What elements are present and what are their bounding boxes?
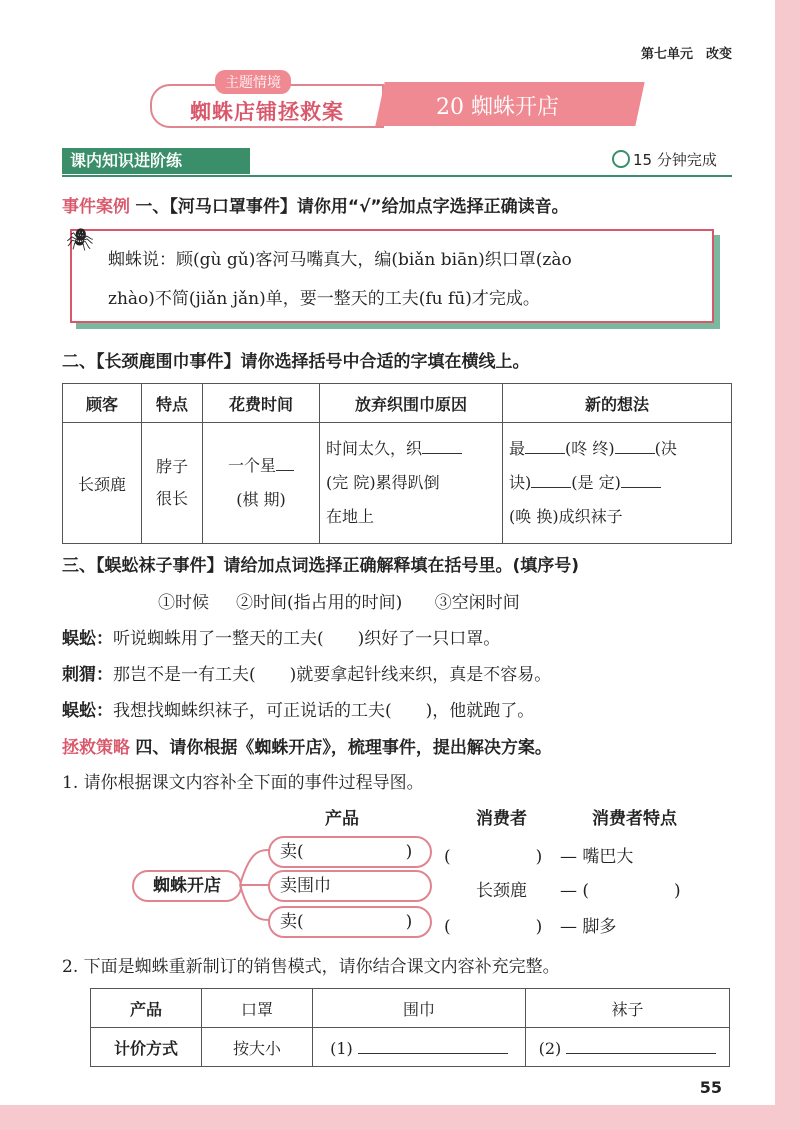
idea-blank-1[interactable] <box>525 453 565 454</box>
section-divider <box>62 175 732 177</box>
t2-scarf-label: (1) <box>330 1038 353 1058</box>
pricing-table <box>90 988 730 1067</box>
q1-line1: 蜘蛛说：顾(gù gǔ)客河马嘴真大，编(biǎn biān)织口罩(zào <box>108 250 572 270</box>
col-trait: 消费者特点 <box>592 809 677 829</box>
q4-prompt <box>62 733 552 758</box>
option-3: ③空闲时间 <box>434 593 520 613</box>
clock-icon <box>612 150 630 168</box>
cell-customer: 长颈鹿 <box>63 423 142 544</box>
th-idea: 新的想法 <box>503 384 732 423</box>
idea-5: (是 定) <box>571 473 621 492</box>
col-product: 产品 <box>325 809 359 829</box>
col-consumer: 消费者 <box>476 809 527 829</box>
idea-3: (决 <box>654 439 677 458</box>
q3-line-2 <box>62 660 551 685</box>
t2-head-sock: 袜子 <box>526 989 730 1028</box>
idea-4: 诀) <box>509 473 532 492</box>
theme-tag: 主题情境 <box>215 70 291 94</box>
t2-sock-label: (2) <box>538 1038 562 1058</box>
t2-row-label: 计价方式 <box>91 1028 202 1067</box>
trait-2: — ( ) <box>560 881 681 901</box>
speaker-3: 蜈蚣： <box>62 701 113 721</box>
q1-line2: zhào)不简(jiǎn jǎn)单，要一整天的工夫(fu fū)才完成。 <box>108 289 540 309</box>
th-customer: 顾客 <box>63 384 142 423</box>
q2-table <box>62 383 732 544</box>
idea-blank-2[interactable] <box>615 453 655 454</box>
product-node-2: 卖围巾 <box>268 870 432 902</box>
th-trait: 特点 <box>142 384 203 423</box>
scarf-blank[interactable] <box>358 1037 508 1054</box>
option-1: ①时候 <box>158 593 209 613</box>
cell-time <box>203 423 320 544</box>
unit-label: 第七单元 改变 <box>640 47 732 62</box>
cell-reason <box>320 423 503 544</box>
q4-text: 四、请你根据《蜘蛛开店》，梳理事件，提出解决方案。 <box>135 738 552 758</box>
spider-icon: 🕷 <box>66 228 94 253</box>
timer <box>612 149 717 170</box>
lesson-title: 20 蜘蛛开店 <box>436 95 559 120</box>
t2-head-product: 产品 <box>91 989 202 1028</box>
q1-tag: 事件案例 <box>62 197 130 217</box>
time-options: (棋 期) <box>236 490 286 509</box>
reason-1: 时间太久，织 <box>326 439 423 458</box>
q3-line-1 <box>62 624 500 649</box>
q4-tag: 拯救策略 <box>62 738 130 758</box>
center-node: 蜘蛛开店 <box>132 870 242 902</box>
q1-text: 一、【河马口罩事件】请你用“√”给加点字选择正确读音。 <box>135 197 569 217</box>
line-3-text: 我想找蜘蛛织袜子，可正说话的工夫( )，他就跑了。 <box>113 701 535 721</box>
product-node-1: 卖( ) <box>268 836 432 868</box>
t2-head-mask: 口罩 <box>202 989 313 1028</box>
t2-scarf-cell <box>313 1028 526 1067</box>
q3-options <box>158 588 520 613</box>
q3-line-3 <box>62 696 534 721</box>
idea-1: 最 <box>509 439 526 458</box>
trait-3: — 脚多 <box>560 917 617 937</box>
consumer-3: ( ) <box>444 917 543 937</box>
line-1-text: 听说蜘蛛用了一整天的工夫( )织好了一只口罩。 <box>113 629 501 649</box>
reason-blank[interactable] <box>422 453 462 454</box>
q4-sub2: 2. 下面是蜘蛛重新制订的销售模式，请你结合课文内容补充完整。 <box>62 957 560 977</box>
idea-blank-3[interactable] <box>531 487 571 488</box>
right-border <box>775 0 800 1130</box>
sock-blank[interactable] <box>566 1037 716 1054</box>
product-node-3: 卖( ) <box>268 906 432 938</box>
consumer-2: 长颈鹿 <box>476 881 527 901</box>
store-title: 蜘蛛店铺拯救案 <box>190 100 344 124</box>
section-title: 课内知识进阶练 <box>62 148 250 174</box>
time-blank[interactable] <box>276 470 294 471</box>
consumer-1: ( ) <box>444 847 543 867</box>
page-number: 55 <box>699 1078 722 1097</box>
trait-1: — 嘴巴大 <box>560 847 634 867</box>
q2-prompt: 二、【长颈鹿围巾事件】请你选择括号中合适的字填在横线上。 <box>62 352 530 372</box>
q3-prompt: 三、【蜈蚣袜子事件】请给加点词选择正确解释填在括号里。(填序号) <box>62 556 580 576</box>
reason-3: 在地上 <box>326 507 375 526</box>
line-2-text: 那岂不是一有工夫( )就要拿起针线来织，真是不容易。 <box>113 665 552 685</box>
th-reason: 放弃织围巾原因 <box>320 384 503 423</box>
q4-sub1: 1. 请你根据课文内容补全下面的事件过程导图。 <box>62 773 424 793</box>
cell-trait <box>142 423 203 544</box>
bottom-border <box>0 1105 800 1130</box>
idea-6: (唤 换)成织袜子 <box>509 507 623 526</box>
time-text: 一个星 <box>227 456 276 475</box>
idea-2: (咚 终) <box>565 439 615 458</box>
t2-head-scarf: 围巾 <box>313 989 526 1028</box>
q1-prompt <box>62 192 569 217</box>
timer-text: 15 分钟完成 <box>633 151 717 169</box>
trait-text: 脖子很长 <box>155 457 188 508</box>
option-2: ②时间(指占用的时间) <box>236 593 403 613</box>
idea-blank-4[interactable] <box>621 487 661 488</box>
cell-idea <box>503 423 732 544</box>
reason-2: (完 院)累得趴倒 <box>326 473 440 492</box>
speaker-2: 刺猬： <box>62 665 113 685</box>
t2-mask: 按大小 <box>202 1028 313 1067</box>
th-time: 花费时间 <box>203 384 320 423</box>
t2-sock-cell <box>526 1028 730 1067</box>
speaker-1: 蜈蚣： <box>62 629 113 649</box>
